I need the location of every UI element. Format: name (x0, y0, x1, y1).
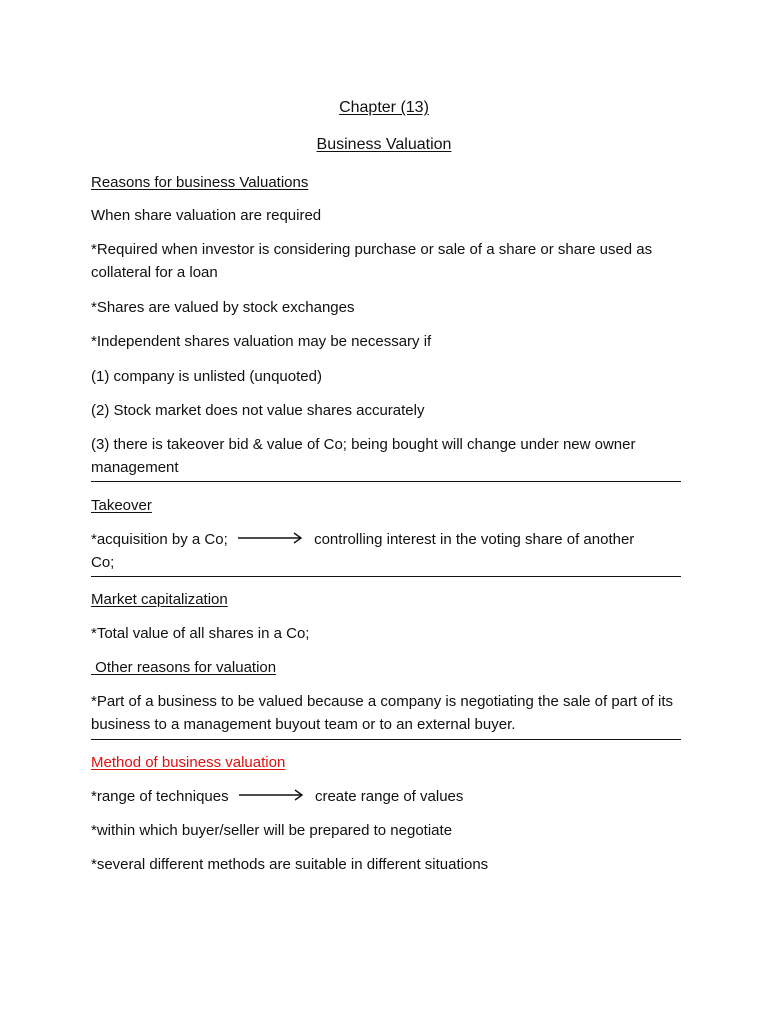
reasons-item-1: (1) company is unlisted (unquoted) (91, 368, 322, 385)
method-line-2: *within which buyer/seller will be prepared to negotiate (91, 822, 453, 839)
section-divider (91, 739, 681, 740)
method-line-1 (91, 785, 691, 809)
chapter-title: Chapter (13) (339, 99, 429, 116)
reasons-heading: Reasons for business Valuations (91, 174, 309, 191)
method-line-3: *several different methods are suitable in different situations (91, 856, 489, 873)
reasons-item-3: (3) there is takeover bid & value of Co; being bought will change under new owner management (91, 436, 636, 476)
reasons-line-2: *Required when investor is considering purchase or sale of a share or share used as collateral for a loan (91, 241, 653, 281)
reasons-line-3: *Shares are valued by stock exchanges (91, 299, 355, 316)
other-reasons-line: *Part of a business to be valued because a company is negotiating the sale of part of its business to a management buyout team or to an external buyer. (91, 693, 674, 733)
section-divider (91, 576, 681, 577)
page-title: Business Valuation (316, 136, 452, 153)
takeover-left-text: *acquisition by a Co; (91, 531, 228, 548)
section-divider (91, 481, 681, 482)
method-heading: Method of business valuation (91, 754, 286, 771)
takeover-line (91, 528, 691, 552)
other-reasons-heading: Other reasons for valuation (91, 659, 277, 676)
market-cap-heading: Market capitalization (91, 591, 228, 608)
takeover-continuation: Co; (91, 554, 115, 571)
method-left-text: *range of techniques (91, 788, 229, 805)
right-arrow-icon (239, 785, 305, 808)
right-arrow-icon (238, 528, 304, 551)
market-cap-line: *Total value of all shares in a Co; (91, 625, 310, 642)
takeover-right-text: controlling interest in the voting share of another (314, 531, 635, 548)
method-right-text: create range of values (314, 788, 464, 805)
takeover-heading: Takeover (91, 497, 152, 514)
reasons-item-2: (2) Stock market does not value shares accurately (91, 402, 425, 419)
reasons-line-1: When share valuation are required (91, 207, 322, 224)
reasons-line-4: *Independent shares valuation may be necessary if (91, 333, 432, 350)
